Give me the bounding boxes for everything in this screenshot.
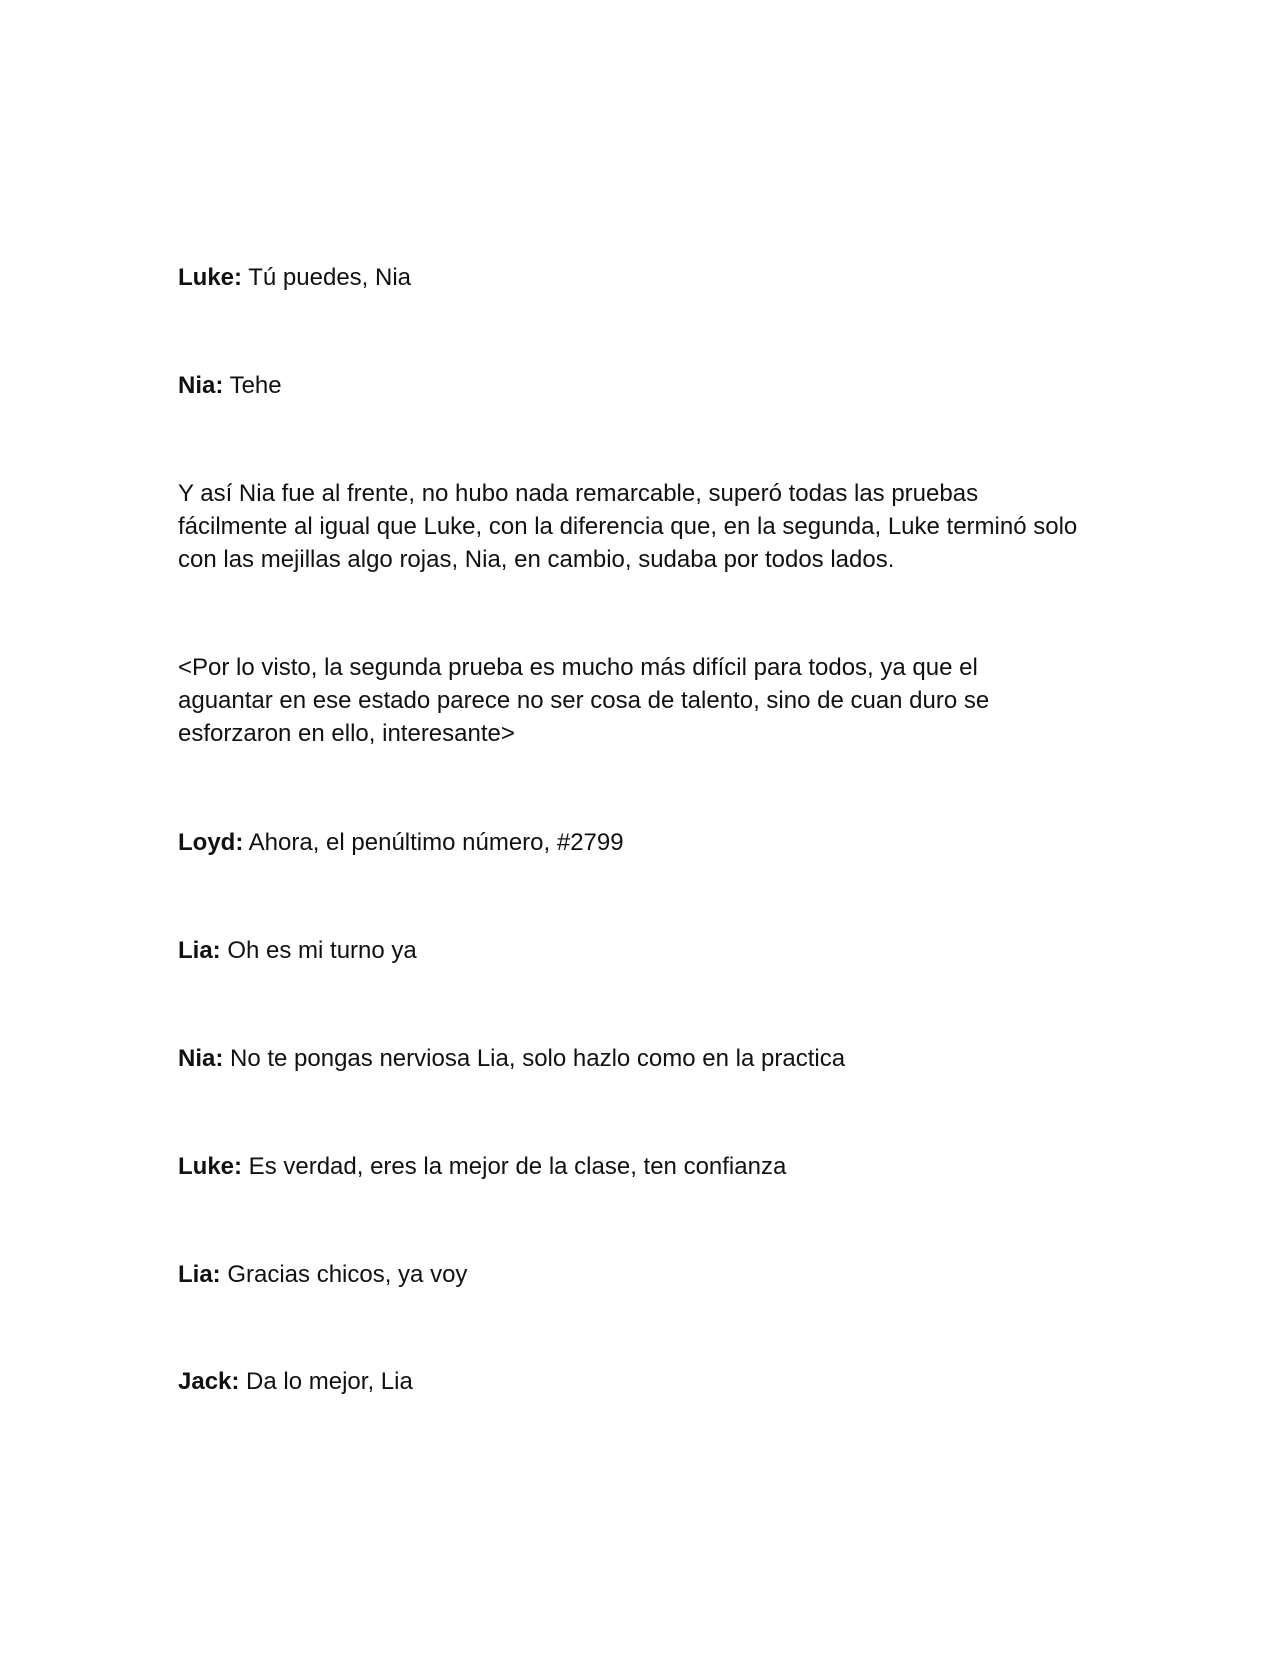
dialogue-line bbox=[178, 369, 1078, 402]
speaker-name: Lia: bbox=[178, 937, 221, 964]
speaker-name: Loyd: bbox=[178, 829, 244, 856]
dialogue-text: Oh es mi turno ya bbox=[220, 937, 417, 964]
thought-paragraph bbox=[178, 651, 1078, 750]
dialogue-text: Es verdad, eres la mejor de la clase, ten confianza bbox=[242, 1153, 787, 1180]
thought-text: <Por lo visto, la segunda prueba es mucho más difícil para todos, ya que el aguantar en ese estado parece no ser cosa de talento, sino de cuan duro se esforzaron en ello, interesante> bbox=[178, 654, 990, 747]
dialogue-line bbox=[178, 1258, 1078, 1291]
dialogue-text: Tehe bbox=[223, 372, 282, 399]
dialogue-line bbox=[178, 1042, 1078, 1075]
speaker-name: Lia: bbox=[178, 1261, 221, 1288]
speaker-name: Jack: bbox=[178, 1368, 240, 1395]
narration-text: Y así Nia fue al frente, no hubo nada remarcable, superó todas las pruebas fácilmente al igual que Luke, con la diferencia que, en la segunda, Luke terminó solo con las mejillas algo rojas, Nia, en cambio, sudaba por todos lados. bbox=[178, 480, 1078, 573]
dialogue-line bbox=[178, 934, 1078, 967]
speaker-name: Nia: bbox=[178, 372, 224, 399]
dialogue-line bbox=[178, 826, 1078, 859]
dialogue-text: Gracias chicos, ya voy bbox=[220, 1261, 468, 1288]
speaker-name: Luke: bbox=[178, 264, 243, 291]
dialogue-line bbox=[178, 261, 1078, 294]
speaker-name: Nia: bbox=[178, 1045, 224, 1072]
speaker-name: Luke: bbox=[178, 1153, 243, 1180]
narration-paragraph bbox=[178, 477, 1078, 576]
dialogue-line bbox=[178, 1365, 1078, 1398]
dialogue-text: Tú puedes, Nia bbox=[242, 264, 412, 291]
dialogue-text: Ahora, el penúltimo número, #2799 bbox=[243, 829, 624, 856]
dialogue-line bbox=[178, 1150, 1078, 1183]
dialogue-text: No te pongas nerviosa Lia, solo hazlo como en la practica bbox=[223, 1045, 846, 1072]
dialogue-text: Da lo mejor, Lia bbox=[239, 1368, 413, 1395]
